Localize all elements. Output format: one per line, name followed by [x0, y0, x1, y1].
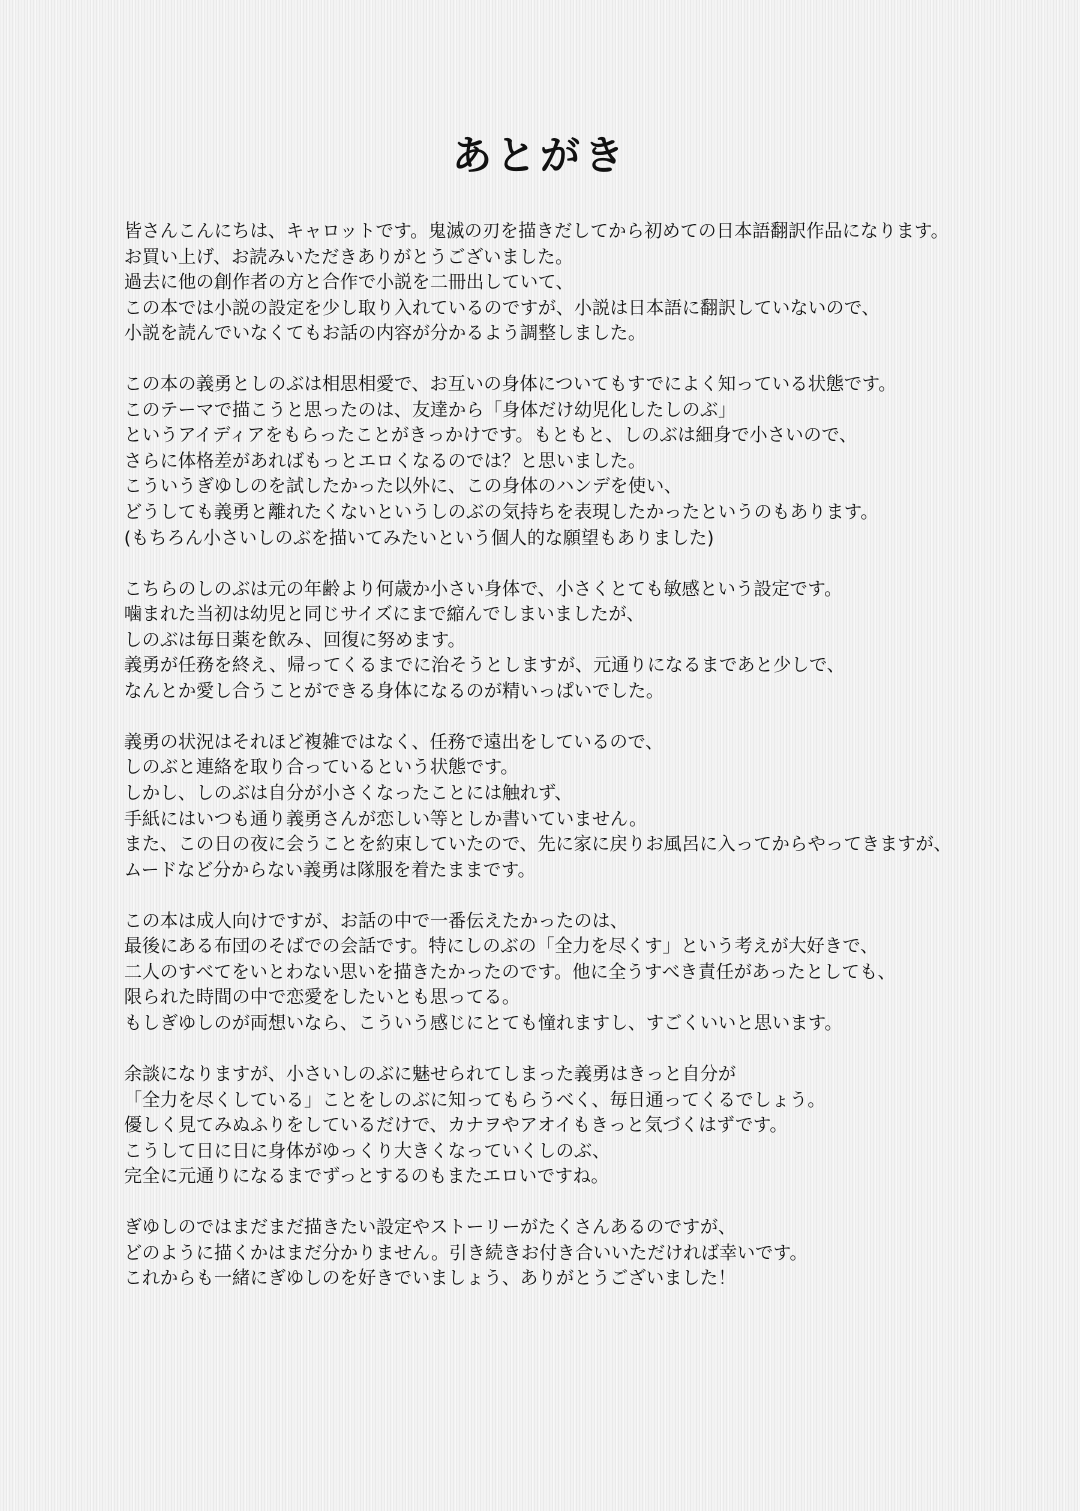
text-line: なんとか愛し合うことができる身体になるのが精いっぱいでした。: [124, 680, 664, 702]
text-line: しのぶと連絡を取り合っているという状態です。: [124, 757, 519, 779]
text-line: また、この日の夜に会うことを約束していたので、先に家に戻りお風呂に入ってからやってきますが、: [124, 834, 952, 856]
text-line: どのように描くかはまだ分かりません。引き続きお付き合いいただければ幸いです。: [124, 1242, 808, 1264]
text-line: 「全力を尽くしている」ことをしのぶに知ってもらうべく、毎日通ってくるでしょう。: [124, 1089, 826, 1111]
text-line: 二人のすべてをいとわない思いを描きたかったのです。他に全うすべき責任があったとしても、: [124, 961, 896, 983]
text-line: 皆さんこんにちは、キャロットです。鬼滅の刃を描きだしてから初めての日本語翻訳作品になります。: [124, 221, 949, 242]
text-line: こちらのしのぶは元の年齢より何歳か小さい身体で、小さくとても敏感という設定です。: [124, 578, 843, 600]
text-line: お買い上げ、お読みいただきありがとうございました。: [124, 246, 574, 268]
text-line: これからも一緒にぎゆしのを好きでいましょう、ありがとうございました！: [124, 1268, 736, 1290]
text-line: この本では小説の設定を少し取り入れているのですが、小説は日本語に翻訳していないので、: [124, 297, 880, 319]
text-line: この本は成人向けですが、お話の中で一番伝えたかったのは、: [124, 910, 628, 932]
text-line: もしぎゆしのが両想いなら、こういう感じにとても憧れますし、すごくいいと思います。: [124, 1012, 843, 1034]
text-line: このテーマで描こうと思ったのは、友達から「身体だけ幼児化したしのぶ」: [124, 399, 736, 421]
text-line: 小説を読んでいなくてもお話の内容が分かるよう調整しました。: [124, 323, 646, 345]
text-line: さらに体格差があればもっとエロくなるのでは？と思いました。: [124, 450, 646, 472]
text-line: 優しく見てみぬふりをしているだけで、カナヲやアオイもきっと気づくはずです。: [124, 1115, 788, 1137]
text-line: ぎゆしのではまだまだ描きたい設定やストーリーがたくさんあるのですが、: [124, 1217, 736, 1239]
page-title: あとがき: [452, 133, 628, 179]
paragraph: [124, 1062, 1024, 1190]
paragraph: [124, 372, 1024, 551]
text-line: (もちろん小さいしのぶを描いてみたいという個人的な願望もありました): [124, 527, 715, 549]
text-line: こういうぎゆしのを試したかった以外に、この身体のハンデを使い、: [124, 476, 682, 498]
text-line: というアイディアをもらったことがきっかけです。もともと、しのぶは細身で小さいので、: [124, 425, 858, 447]
text-line: どうしても義勇と離れたくないというしのぶの気持ちを表現したかったというのもあります。: [124, 502, 879, 524]
afterword-body: [124, 219, 1024, 1318]
text-line: 完全に元通りになるまでずっとするのもまたエロいですね。: [124, 1166, 609, 1188]
text-line: この本の義勇としのぶは相思相愛で、お互いの身体についてもすでによく知っている状態です。: [124, 374, 897, 396]
text-line: 最後にある布団のそばでの会話です。特にしのぶの「全力を尽くす」という考えが大好きで、: [124, 936, 879, 958]
text-line: 義勇の状況はそれほど複雑ではなく、任務で遠出をしているので、: [124, 731, 664, 753]
text-line: 過去に他の創作者の方と合作で小説を二冊出していて、: [124, 272, 574, 294]
text-line: 義勇が任務を終え、帰ってくるまでに治そうとしますが、元通りになるまであと少しで、: [124, 655, 845, 677]
text-line: 噛まれた当初は幼児と同じサイズにまで縮んでしまいましたが、: [124, 604, 645, 626]
paragraph: [124, 219, 1024, 347]
paragraph: [124, 730, 1024, 883]
text-line: しのぶは毎日薬を飲み、回復に努めます。: [124, 629, 466, 651]
text-line: 限られた時間の中で恋愛をしたいとも思ってる。: [124, 987, 520, 1009]
text-line: しかし、しのぶは自分が小さくなったことには触れず、: [124, 783, 573, 805]
text-line: 手紙にはいつも通り義勇さんが恋しい等としか書いていません。: [124, 808, 648, 830]
paragraph: [124, 577, 1024, 705]
paragraph: [124, 909, 1024, 1037]
paragraph: [124, 1215, 1024, 1292]
text-line: ムードなど分からない義勇は隊服を着たままです。: [124, 859, 536, 881]
text-line: 余談になりますが、小さいしのぶに魅せられてしまった義勇はきっと自分が: [124, 1064, 736, 1086]
text-line: こうして日に日に身体がゆっくり大きくなっていくしのぶ、: [124, 1140, 611, 1162]
